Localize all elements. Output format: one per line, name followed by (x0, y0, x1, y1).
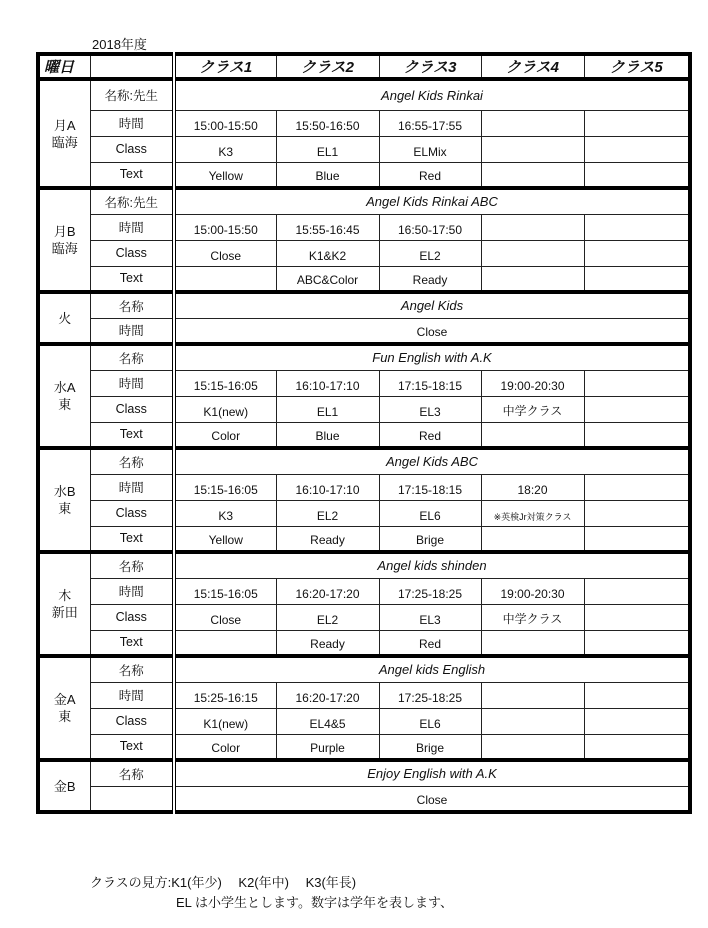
schedule-cell (481, 708, 584, 734)
schedule-cell (481, 526, 584, 552)
schedule-cell: ELMix (379, 136, 481, 162)
schedule-cell (584, 734, 690, 760)
school-name: Angel kids English (174, 656, 690, 682)
row-label: Text (90, 266, 174, 292)
row-label: Class (90, 708, 174, 734)
schedule-cell: 17:15-18:15 (379, 474, 481, 500)
schedule-cell (584, 110, 690, 136)
row-label: 名称 (90, 656, 174, 682)
day-cell (38, 79, 90, 188)
table-row (38, 474, 690, 500)
schedule-cell: K1(new) (174, 396, 276, 422)
schedule-cell (481, 422, 584, 448)
row-label: 名称 (90, 292, 174, 318)
schedule-cell: Red (379, 630, 481, 656)
schedule-cell: EL1 (276, 396, 379, 422)
day-label: 水A (53, 380, 76, 395)
table-row (38, 240, 690, 266)
schedule-cell: Yellow (174, 526, 276, 552)
table-row (38, 734, 690, 760)
schedule-cell: 19:00-20:30 (481, 578, 584, 604)
schedule-cell (481, 630, 584, 656)
schedule-cell: 15:50-16:50 (276, 110, 379, 136)
table-row (38, 79, 690, 110)
schedule-cell: Blue (276, 162, 379, 188)
schedule-cell: 15:15-16:05 (174, 578, 276, 604)
row-label: 時間 (90, 370, 174, 396)
schedule-cell (481, 266, 584, 292)
row-label: 名称 (90, 552, 174, 578)
schedule-cell: 15:00-15:50 (174, 214, 276, 240)
schedule-cell: EL6 (379, 500, 481, 526)
schedule-cell: Close (174, 240, 276, 266)
day-cell (38, 656, 90, 760)
day-cell (38, 552, 90, 656)
row-label: 時間 (90, 318, 174, 344)
day-label: 月B (53, 224, 76, 239)
class-header-2: クラス2 (276, 54, 379, 79)
schedule-cell (481, 734, 584, 760)
schedule-cell: 16:20-17:20 (276, 682, 379, 708)
schedule-cell: 19:00-20:30 (481, 370, 584, 396)
table-row (38, 448, 690, 474)
table-row (38, 422, 690, 448)
schedule-cell: EL4&5 (276, 708, 379, 734)
schedule-cell: 17:25-18:25 (379, 578, 481, 604)
schedule-cell (481, 110, 584, 136)
row-label: 名称 (90, 760, 174, 786)
schedule-cell (584, 422, 690, 448)
schedule-cell (481, 682, 584, 708)
school-name: Fun English with A.K (174, 344, 690, 370)
schedule-cell: K1&K2 (276, 240, 379, 266)
schedule-cell: Red (379, 422, 481, 448)
notes (90, 873, 453, 913)
schedule-cell: Close (174, 604, 276, 630)
class-header-1: クラス1 (174, 54, 276, 79)
schedule-cell (584, 136, 690, 162)
schedule-cell: 16:55-17:55 (379, 110, 481, 136)
school-name: Enjoy English with A.K (174, 760, 690, 786)
table-row (38, 760, 690, 786)
schedule-cell: 16:50-17:50 (379, 214, 481, 240)
day-cell (38, 760, 90, 812)
label-header (90, 54, 174, 79)
schedule-cell (584, 370, 690, 396)
day-label: 金A (53, 692, 76, 707)
day-label: 東 (58, 397, 72, 412)
schedule-cell: EL2 (379, 240, 481, 266)
row-label: 時間 (90, 214, 174, 240)
class-legend-note: クラスの見方:K1(年少) K2(年中) K3(年長) (90, 875, 357, 890)
row-label: 時間 (90, 110, 174, 136)
day-label: 新田 (51, 605, 78, 620)
schedule-cell: 17:25-18:25 (379, 682, 481, 708)
table-row (38, 578, 690, 604)
schedule-cell (481, 162, 584, 188)
schedule-cell: 16:10-17:10 (276, 474, 379, 500)
schedule-cell: Ready (379, 266, 481, 292)
row-label: 名称:先生 (90, 188, 174, 214)
row-label: Class (90, 136, 174, 162)
status-cell: Close (174, 318, 690, 344)
schedule-cell: 15:55-16:45 (276, 214, 379, 240)
schedule-cell: Color (174, 422, 276, 448)
header-row (38, 54, 690, 79)
schedule-cell (584, 474, 690, 500)
year-label: 2018年度 (92, 37, 147, 52)
schedule-cell (584, 682, 690, 708)
schedule-cell (584, 708, 690, 734)
table-row (38, 708, 690, 734)
table-row (38, 292, 690, 318)
day-label: 木 (58, 588, 72, 603)
school-name: Angel Kids Rinkai ABC (174, 188, 690, 214)
day-label: 東 (58, 709, 72, 724)
row-label: Text (90, 526, 174, 552)
schedule-cell: 16:10-17:10 (276, 370, 379, 396)
schedule-cell: 15:00-15:50 (174, 110, 276, 136)
schedule-cell: ※英検Jr対策クラス (481, 500, 584, 526)
row-label: Class (90, 500, 174, 526)
school-name: Angel Kids ABC (174, 448, 690, 474)
class-header-4: クラス4 (481, 54, 584, 79)
table-row (38, 682, 690, 708)
schedule-cell: EL2 (276, 604, 379, 630)
day-label: 東 (58, 501, 72, 516)
schedule-cell (481, 214, 584, 240)
table-row (38, 552, 690, 578)
row-label (90, 786, 174, 812)
table-row (38, 266, 690, 292)
schedule-cell: 18:20 (481, 474, 584, 500)
schedule-cell: Blue (276, 422, 379, 448)
row-label: Class (90, 240, 174, 266)
schedule-cell: ABC&Color (276, 266, 379, 292)
schedule-cell: EL2 (276, 500, 379, 526)
schedule-cell: 中学クラス (481, 396, 584, 422)
table-row (38, 370, 690, 396)
row-label: Text (90, 630, 174, 656)
row-label: 時間 (90, 474, 174, 500)
table-row (38, 214, 690, 240)
school-name: Angel Kids (174, 292, 690, 318)
schedule-cell: Color (174, 734, 276, 760)
schedule-cell: K1(new) (174, 708, 276, 734)
schedule-cell: EL3 (379, 396, 481, 422)
schedule-cell: 15:15-16:05 (174, 370, 276, 396)
day-header: 曜日 (38, 54, 90, 79)
table-row (38, 604, 690, 630)
schedule-cell: Ready (276, 526, 379, 552)
day-label: 臨海 (51, 241, 78, 256)
row-label: 時間 (90, 682, 174, 708)
schedule-cell (584, 630, 690, 656)
schedule-cell: Ready (276, 630, 379, 656)
class-header-3: クラス3 (379, 54, 481, 79)
row-label: Text (90, 734, 174, 760)
el-note: EL は小学生とします。数字は学年を表します、 (176, 895, 453, 910)
schedule-cell: Yellow (174, 162, 276, 188)
day-cell (38, 344, 90, 448)
schedule-cell (584, 214, 690, 240)
schedule-cell (584, 500, 690, 526)
schedule-cell (584, 526, 690, 552)
schedule-cell: EL3 (379, 604, 481, 630)
table-row (38, 136, 690, 162)
schedule-cell: Brige (379, 526, 481, 552)
table-row (38, 396, 690, 422)
schedule-cell: EL1 (276, 136, 379, 162)
table-row (38, 318, 690, 344)
schedule-cell: EL6 (379, 708, 481, 734)
schedule-cell (584, 162, 690, 188)
row-label: 名称 (90, 448, 174, 474)
schedule-cell (174, 630, 276, 656)
schedule-cell: Brige (379, 734, 481, 760)
table-row (38, 188, 690, 214)
status-cell: Close (174, 786, 690, 812)
schedule-cell (584, 604, 690, 630)
schedule-cell: 16:20-17:20 (276, 578, 379, 604)
table-row (38, 630, 690, 656)
table-row (38, 656, 690, 682)
schedule-cell (174, 266, 276, 292)
schedule-cell: 15:25-16:15 (174, 682, 276, 708)
schedule-cell: 中学クラス (481, 604, 584, 630)
schedule-cell (584, 240, 690, 266)
day-label: 臨海 (51, 134, 78, 150)
school-name: Angel kids shinden (174, 552, 690, 578)
row-label: Class (90, 396, 174, 422)
schedule-cell: 15:15-16:05 (174, 474, 276, 500)
row-label: 時間 (90, 578, 174, 604)
class-schedule-table (36, 52, 692, 814)
schedule-cell (584, 396, 690, 422)
schedule-cell: K3 (174, 136, 276, 162)
table-row (38, 526, 690, 552)
table-row (38, 344, 690, 370)
schedule-cell: Red (379, 162, 481, 188)
schedule-cell: Purple (276, 734, 379, 760)
table-row (38, 162, 690, 188)
day-label: 水B (53, 484, 76, 499)
row-label: 名称:先生 (90, 79, 174, 110)
day-label: 月A (53, 117, 76, 133)
schedule-cell (481, 240, 584, 266)
schedule-cell: K3 (174, 500, 276, 526)
day-cell (38, 188, 90, 292)
day-cell (38, 448, 90, 552)
school-name: Angel Kids Rinkai (174, 79, 690, 110)
class-header-5: クラス5 (584, 54, 690, 79)
row-label: Text (90, 422, 174, 448)
row-label: Text (90, 162, 174, 188)
schedule-cell: 17:15-18:15 (379, 370, 481, 396)
row-label: Class (90, 604, 174, 630)
day-label: 金B (53, 778, 76, 794)
schedule-cell (481, 136, 584, 162)
schedule-cell (584, 578, 690, 604)
table-row (38, 786, 690, 812)
row-label: 名称 (90, 344, 174, 370)
table-row (38, 110, 690, 136)
day-cell (38, 292, 90, 344)
day-label: 火 (58, 310, 72, 326)
table-row (38, 500, 690, 526)
schedule-cell (584, 266, 690, 292)
